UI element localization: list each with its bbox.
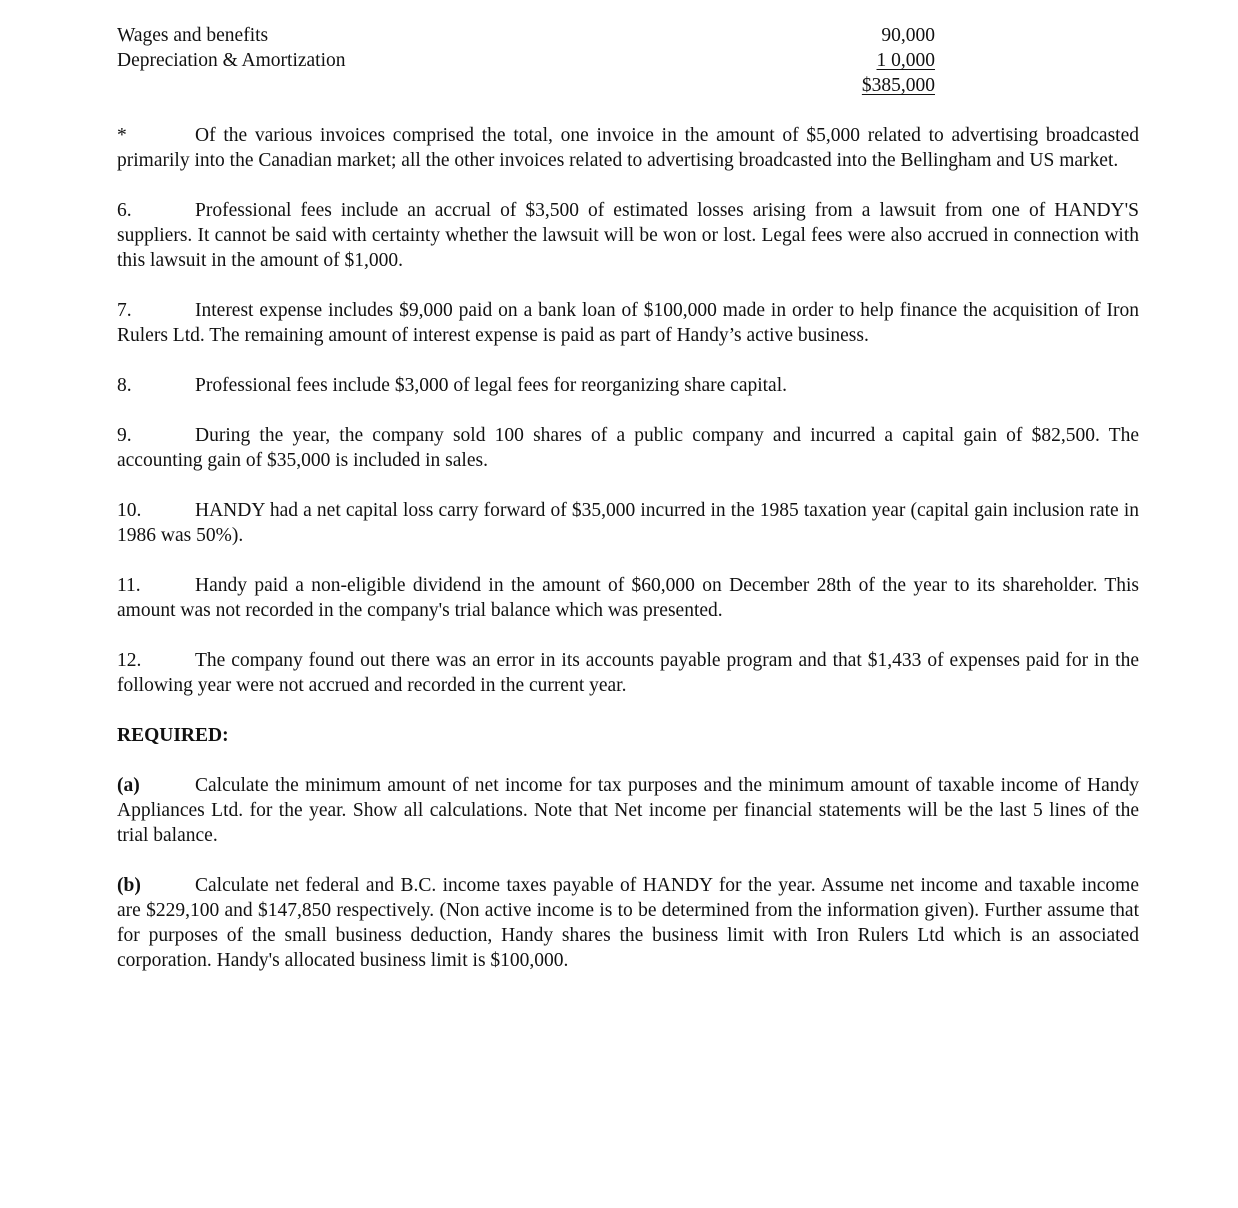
note-text: Professional fees include an accrual of $3,500 of estimated losses arising from a lawsuit from one of HANDY'S suppliers. It cannot be said with certainty whether the lawsuit will be won or lost. Legal fees were also accrued in connection with this lawsuit in the amount of $1,000. bbox=[117, 200, 1139, 271]
note-11 bbox=[117, 573, 1139, 623]
fin-total: $385,000 bbox=[861, 75, 935, 96]
fin-label: Depreciation & Amortization bbox=[117, 50, 346, 71]
note-6 bbox=[117, 198, 1139, 273]
fin-amount: 90,000 bbox=[881, 25, 935, 46]
note-marker: 8. bbox=[117, 375, 132, 396]
note-text: Of the various invoices comprised the total, one invoice in the amount of $5,000 related to advertising broadcasted primarily into the Canadian market; all the other invoices related to advertising broadcasted into the Bellingham and US market. bbox=[117, 125, 1139, 171]
note-marker: 7. bbox=[117, 300, 132, 321]
note-text: During the year, the company sold 100 shares of a public company and incurred a capital gain of $82,500. The accounting gain of $35,000 is included in sales. bbox=[117, 425, 1139, 471]
required-marker: (a) bbox=[117, 775, 140, 796]
note-marker: 10. bbox=[117, 500, 142, 521]
note-marker: * bbox=[117, 125, 127, 146]
note-9 bbox=[117, 423, 1139, 473]
note-star bbox=[117, 123, 1139, 173]
note-text: The company found out there was an error in its accounts payable program and that $1,433 of expenses paid for in the following year were not accrued and recorded in the current year. bbox=[117, 650, 1139, 696]
note-text: Professional fees include $3,000 of legal fees for reorganizing share capital. bbox=[195, 375, 788, 396]
note-10 bbox=[117, 498, 1139, 548]
required-b bbox=[117, 873, 1139, 973]
required-marker: (b) bbox=[117, 875, 141, 896]
note-text: HANDY had a net capital loss carry forward of $35,000 incurred in the 1985 taxation year (capital gain inclusion rate in 1986 was 50%). bbox=[117, 500, 1139, 546]
required-text: Calculate the minimum amount of net income for tax purposes and the minimum amount of taxable income of Handy Appliances Ltd. for the year. Show all calculations. Note that Net income per financial statements will be the last 5 lines of the trial balance. bbox=[117, 775, 1139, 846]
fin-label: Wages and benefits bbox=[117, 25, 269, 46]
note-marker: 6. bbox=[117, 200, 132, 221]
note-marker: 11. bbox=[117, 575, 141, 596]
fin-row-wages bbox=[117, 23, 1139, 48]
note-7 bbox=[117, 298, 1139, 348]
fin-row-total bbox=[117, 73, 1139, 98]
fin-row-depreciation bbox=[117, 48, 1139, 73]
required-text: Calculate net federal and B.C. income taxes payable of HANDY for the year. Assume net income and taxable income are $229,100 and $147,850 respectively. (Non active income is to be determined from the information given). Further assume that for purposes of the small business deduction, Handy shares the business limit with Iron Rulers Ltd which is an associated corporation. Handy's allocated business limit is $100,000. bbox=[117, 875, 1139, 971]
required-a bbox=[117, 773, 1139, 848]
note-text: Handy paid a non-eligible dividend in the amount of $60,000 on December 28th of the year to its shareholder. This amount was not recorded in the company's trial balance which was presented. bbox=[117, 575, 1139, 621]
document-page bbox=[117, 23, 1139, 973]
note-12 bbox=[117, 648, 1139, 698]
fin-amount: 1 0,000 bbox=[876, 50, 935, 71]
note-text: Interest expense includes $9,000 paid on a bank loan of $100,000 made in order to help finance the acquisition of Iron Rulers Ltd. The remaining amount of interest expense is paid as part of Handy’s active business. bbox=[117, 300, 1139, 346]
note-8 bbox=[117, 373, 1139, 398]
note-marker: 9. bbox=[117, 425, 132, 446]
required-heading: REQUIRED: bbox=[117, 725, 229, 746]
note-marker: 12. bbox=[117, 650, 142, 671]
financial-lines bbox=[117, 23, 1139, 98]
